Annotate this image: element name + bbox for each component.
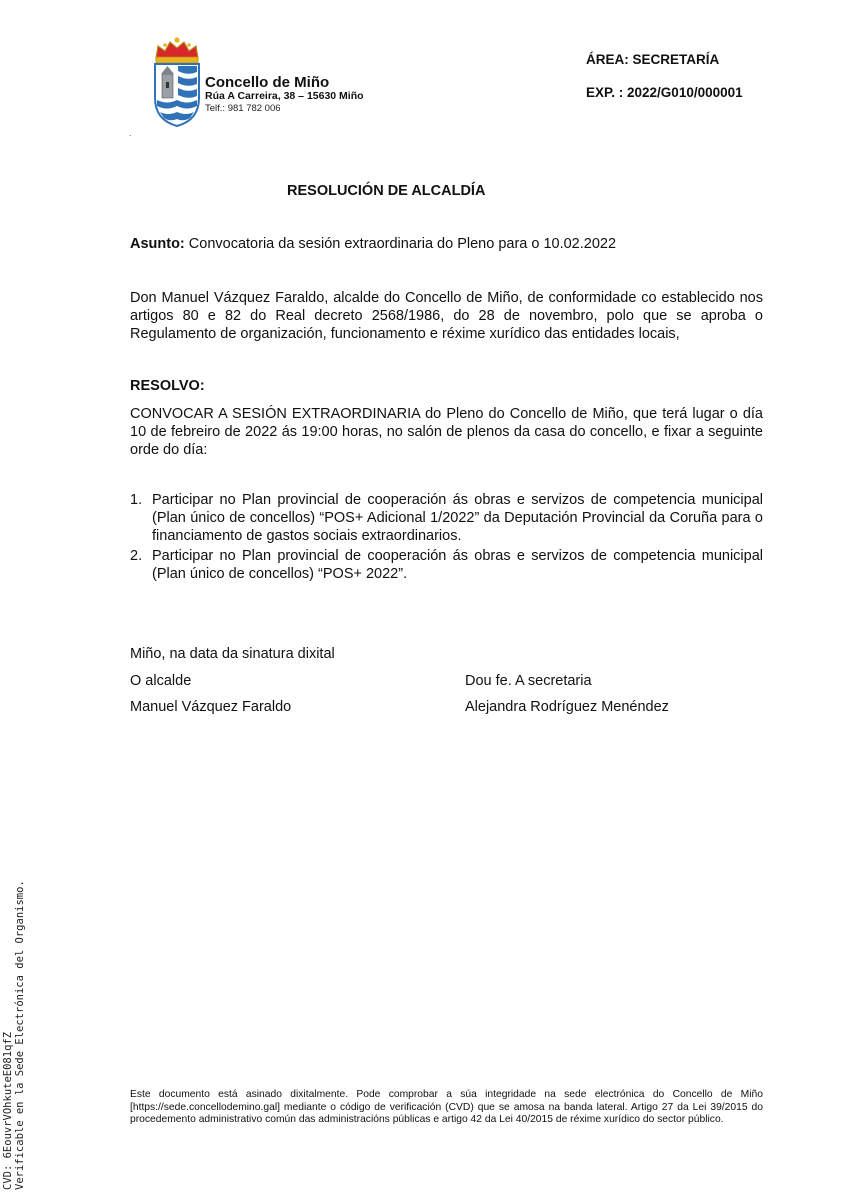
verification-note: Verificable en la Sede Electrónica del Organismo. — [14, 880, 26, 1190]
agenda-item-text: Participar no Plan provincial de cooperación ás obras e servizos de competencia municipal (Plan único de concellos) “POS+ Adicional 1/2022” da Deputación Provincial da Coruña para o financiamento de gastos sociais extraordinarios. — [152, 492, 763, 544]
org-address: Rúa A Carreira, 38 – 15630 Miño — [205, 90, 364, 102]
convocation-paragraph: CONVOCAR A SESIÓN EXTRAORDINARIA do Pleno do Concello de Miño, que terá lugar o día 10 de febreiro de 2022 ás 19:00 horas, no salón de plenos da casa do concello, e fixar a seguinte orde do día: — [130, 406, 763, 458]
signer-right-name: Alejandra Rodríguez Menéndez — [465, 699, 669, 715]
agenda-item-number: 2. — [130, 548, 143, 564]
document-title: RESOLUCIÓN DE ALCALDÍA — [287, 183, 486, 199]
place-date: Miño, na data da sinatura dixital — [130, 646, 335, 662]
subject-text: Convocatoria da sesión extraordinaria do Pleno para o 10.02.2022 — [184, 236, 617, 252]
crown-icon — [156, 37, 198, 63]
expedient-number: EXP. : 2022/G010/000001 — [586, 85, 743, 100]
header-mark: . — [129, 128, 132, 138]
agenda-item — [130, 491, 763, 545]
agenda-item-number: 1. — [130, 492, 143, 508]
agenda-item — [130, 547, 763, 583]
agenda-list — [130, 491, 763, 585]
subject-line — [130, 236, 616, 252]
agenda-item-text: Participar no Plan provincial de cooperación ás obras e servizos de competencia municipal (Plan único de concellos) “POS+ 2022”. — [152, 548, 763, 582]
signer-left-name: Manuel Vázquez Faraldo — [130, 699, 292, 715]
signer-left-role: O alcalde — [130, 673, 192, 689]
signer-right-role: Dou fe. A secretaria — [465, 673, 592, 689]
org-phone: Telf.: 981 782 006 — [205, 103, 281, 114]
coat-of-arms-logo — [150, 36, 204, 128]
cvd-code: CVD: 6EouvrVOhkuteE081qfZ — [2, 1031, 14, 1190]
shield-icon — [155, 64, 199, 126]
org-name: Concello de Miño — [205, 74, 330, 91]
subject-label: Asunto: — [130, 236, 185, 252]
resolvo-heading: RESOLVO: — [130, 378, 205, 394]
digital-signature-notice: Este documento está asinado dixitalmente. Pode comprobar a súa integridade na sede electrónica do Concello de Miño [https://sede.concellodemino.gal] mediante o código de verificación (CVD) que se amosa na banda lateral. Artigo 27 da Lei 39/2015 do procedemento administrativo común das administracións públicas e artigo 42 da Lei 40/2015 de réxime xurídico do sector público. — [130, 1089, 763, 1125]
intro-paragraph: Don Manuel Vázquez Faraldo, alcalde do Concello de Miño, de conformidade co establecido nos artigos 80 e 82 do Real decreto 2568/1986, do 28 de novembro, polo que se aproba o Regulamento de organización, funcionamento e réxime xurídico das entidades locais, — [130, 290, 763, 342]
area-label: ÁREA: SECRETARÍA — [586, 52, 720, 67]
